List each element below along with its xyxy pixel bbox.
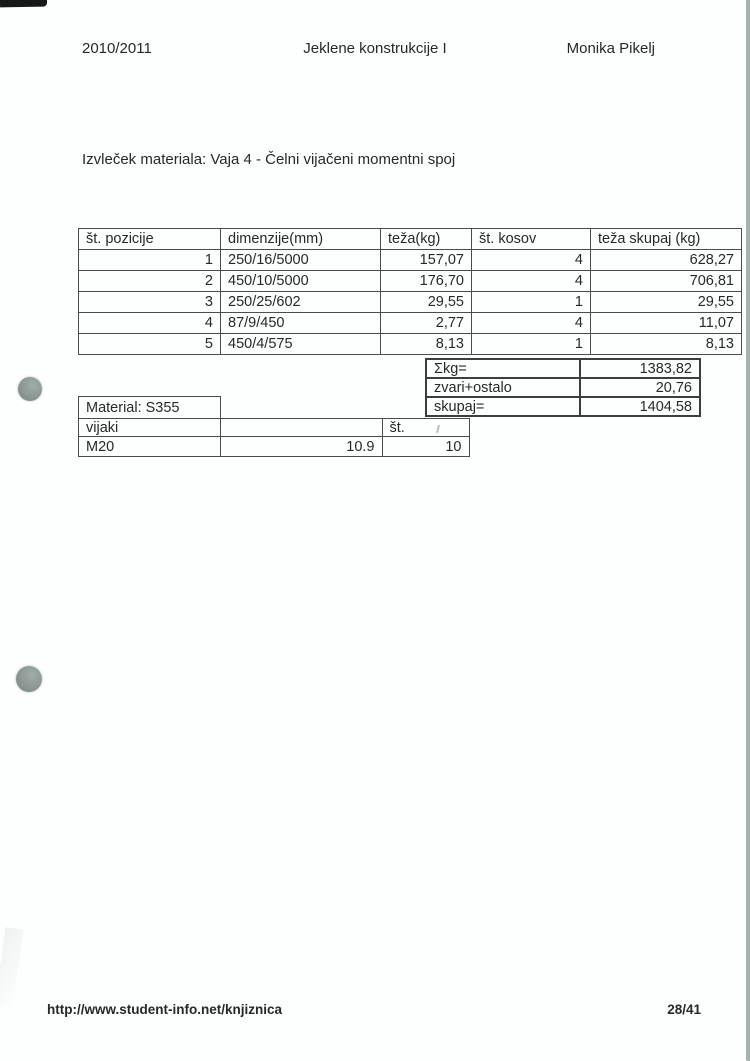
material-info-table bbox=[78, 396, 470, 457]
cell-total-weight: 706,81 bbox=[591, 271, 742, 292]
summary-label: skupaj= bbox=[426, 397, 580, 416]
empty-cell bbox=[221, 419, 383, 437]
summary-label: zvari+ostalo bbox=[426, 378, 580, 397]
cell-total-weight: 11,07 bbox=[591, 313, 742, 334]
cell-position: 5 bbox=[79, 334, 221, 355]
bolt-count-header: št. bbox=[382, 419, 469, 437]
cell-weight: 29,55 bbox=[381, 292, 472, 313]
hole-punch-dot bbox=[18, 377, 42, 401]
cell-weight: 8,13 bbox=[381, 334, 472, 355]
scan-edge-strip bbox=[746, 0, 750, 1061]
bolts-header-row bbox=[79, 419, 470, 437]
summary-row-total-kg bbox=[426, 359, 700, 378]
bolt-grade: 10.9 bbox=[221, 437, 383, 457]
summary-label: Σkg= bbox=[426, 359, 580, 378]
cell-total-weight: 8,13 bbox=[591, 334, 742, 355]
header-year: 2010/2011 bbox=[82, 40, 152, 57]
cell-count: 4 bbox=[472, 313, 591, 334]
header-author: Monika Pikelj bbox=[566, 40, 655, 57]
bolt-name: M20 bbox=[79, 437, 221, 457]
cell-total-weight: 29,55 bbox=[591, 292, 742, 313]
table-header-row bbox=[79, 229, 742, 250]
footer-url: http://www.student-info.net/knjiznica bbox=[47, 1002, 282, 1017]
table-row bbox=[79, 313, 742, 334]
material-label: Material: S355 bbox=[79, 397, 221, 419]
cell-position: 3 bbox=[79, 292, 221, 313]
summary-value: 1383,82 bbox=[580, 359, 700, 378]
table-row bbox=[79, 250, 742, 271]
summary-value: 20,76 bbox=[580, 378, 700, 397]
table-row bbox=[79, 271, 742, 292]
empty-cell bbox=[221, 397, 383, 419]
cell-weight: 176,70 bbox=[381, 271, 472, 292]
cell-count: 1 bbox=[472, 334, 591, 355]
cell-dimensions: 450/4/575 bbox=[221, 334, 381, 355]
cell-dimensions: 87/9/450 bbox=[221, 313, 381, 334]
cell-position: 1 bbox=[79, 250, 221, 271]
empty-cell bbox=[382, 397, 469, 419]
footer-page-number: 28/41 bbox=[667, 1002, 701, 1017]
table-row bbox=[79, 292, 742, 313]
cell-count: 4 bbox=[472, 250, 591, 271]
material-row bbox=[79, 397, 470, 419]
cell-weight: 2,77 bbox=[381, 313, 472, 334]
column-header-total-weight: teža skupaj (kg) bbox=[591, 229, 742, 250]
cell-dimensions: 250/16/5000 bbox=[221, 250, 381, 271]
column-header-position: št. pozicije bbox=[79, 229, 221, 250]
cell-dimensions: 250/25/602 bbox=[221, 292, 381, 313]
page-title: Izvleček materiala: Vaja 4 - Čelni vijačeni momentni spoj bbox=[82, 151, 456, 168]
header-course: Jeklene konstrukcije I bbox=[303, 40, 447, 57]
summary-value: 1404,58 bbox=[580, 397, 700, 416]
cell-dimensions: 450/10/5000 bbox=[221, 271, 381, 292]
column-header-dimensions: dimenzije(mm) bbox=[221, 229, 381, 250]
table-row bbox=[79, 334, 742, 355]
cell-count: 1 bbox=[472, 292, 591, 313]
summary-row-welds-other bbox=[426, 378, 700, 397]
bolt-type-label: vijaki bbox=[79, 419, 221, 437]
cell-position: 4 bbox=[79, 313, 221, 334]
materials-table bbox=[78, 228, 742, 355]
hole-punch-dot bbox=[16, 666, 42, 692]
scan-corner-artifact bbox=[0, 0, 47, 7]
bolt-count: 10 bbox=[382, 437, 469, 457]
cell-weight: 157,07 bbox=[381, 250, 472, 271]
cell-position: 2 bbox=[79, 271, 221, 292]
column-header-count: št. kosov bbox=[472, 229, 591, 250]
scan-smudge-artifact bbox=[0, 927, 23, 1009]
bolts-data-row bbox=[79, 437, 470, 457]
cell-total-weight: 628,27 bbox=[591, 250, 742, 271]
column-header-weight: teža(kg) bbox=[381, 229, 472, 250]
cell-count: 4 bbox=[472, 271, 591, 292]
